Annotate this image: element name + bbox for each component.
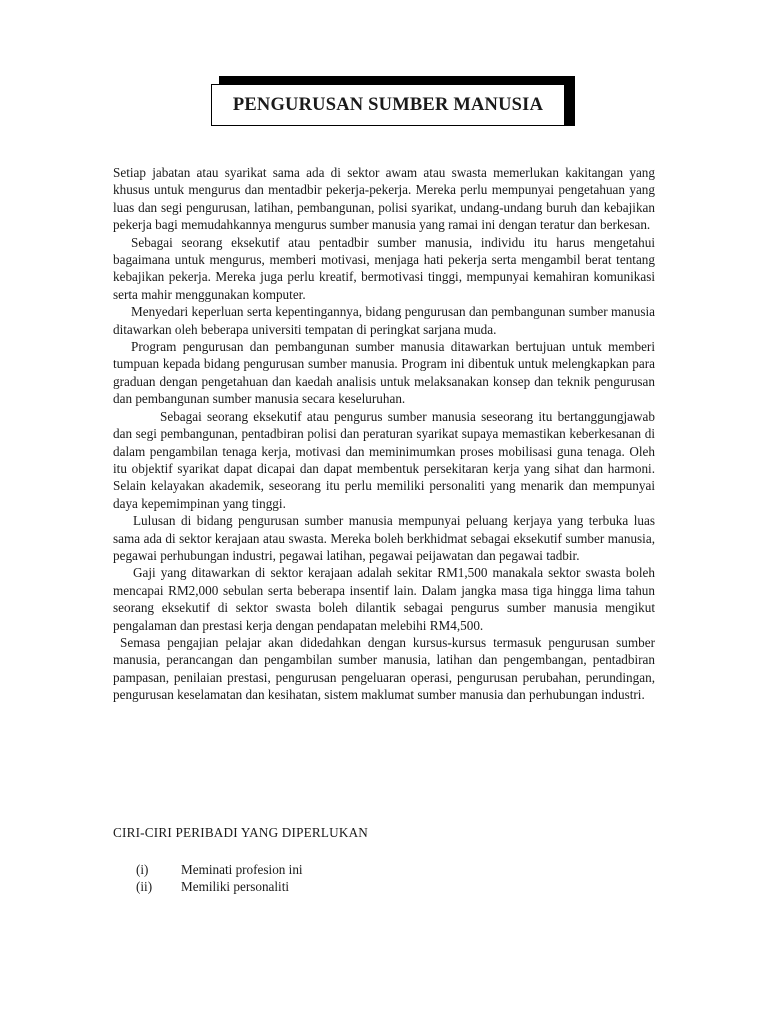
list-item-text: Memiliki personaliti xyxy=(181,879,290,895)
paragraph-universities: Menyedari keperluan serta kepentingannya, bidang pengurusan dan pembangunan sumber manusia ditawarkan oleh beberapa universiti tempatan di peringkat sarjana muda. xyxy=(113,304,655,337)
list-item-number: (ii) xyxy=(136,879,153,895)
list-item-number: (i) xyxy=(136,862,149,877)
paragraph-intro: Setiap jabatan atau syarikat sama ada di sektor awam atau swasta memerlukan kakitangan yang khusus untuk mengurus dan mentadbir pekerja-pekerja. Mereka perlu mempunyai pengetahuan yang luas dan segi pengurusan, latihan, pembangunan, polisi syarikat, undang-undang buruh dan kebajikan pekerja bagi memudahkannya mengurus sumber manusia yang ramai ini dengan teratur dan berkesan. xyxy=(113,165,655,233)
article-body xyxy=(113,164,655,704)
paragraph-career: Lulusan di bidang pengurusan sumber manusia mempunyai peluang kerjaya yang terbuka luas sama ada di sektor kerajaan atau swasta. Mereka boleh berkhidmat sebagai eksekutif sumber manusia, pegawai perhubungan industri, pegawai latihan, pegawai peijawatan dan pegawai tadbir. xyxy=(113,513,655,563)
title-banner xyxy=(211,76,575,126)
title-box xyxy=(211,84,565,126)
paragraph-responsibility: Sebagai seorang eksekutif atau pengurus sumber manusia seseorang itu bertanggungjawab dan segi pembangunan, pentadbiran polisi dan peraturan syarikat supaya memastikan keberkesanan di dalam pengambilan tenaga kerja, motivasi dan meminimumkan proses mobilisasi guna tenaga. Oleh itu objektif syarikat dapat dicapai dan dapat membentuk persekitaran kerja yang sihat dan harmoni. Selain kelayakan akademik, seseorang itu perlu memiliki personaliti yang menarik dan mempunyai daya kepemimpinan yang tinggi. xyxy=(113,408,655,511)
paragraph-program: Program pengurusan dan pembangunan sumber manusia ditawarkan bertujuan untuk memberi tumpuan kepada bidang pengurusan sumber manusia. Program ini dibentuk untuk melengkapkan para graduan dengan pengetahuan dan kaedah analisis untuk melaksanakan konsep dan teknik pengurusan dan pembangunan sumber manusia secara keseluruhan. xyxy=(113,339,655,407)
list-item xyxy=(136,861,303,878)
traits-list xyxy=(136,861,303,896)
paragraph-courses: Semasa pengajian pelajar akan didedahkan dengan kursus-kursus termasuk pengurusan sumber manusia, perancangan dan pengambilan sumber manusia, latihan dan pengembangan, pentadbiran pampasan, penilaian prestasi, pengurusan pengeluaran operasi, pengurusan perubahan, perundingan, pengurusan keselamatan dan kesihatan, sistem maklumat sumber manusia dan perhubungan industri. xyxy=(113,634,655,703)
section-heading: CIRI-CIRI PERIBADI YANG DIPERLUKAN xyxy=(113,825,369,840)
list-item xyxy=(136,878,303,895)
document-title: PENGURUSAN SUMBER MANUSIA xyxy=(232,94,544,115)
paragraph-executive-role: Sebagai seorang eksekutif atau pentadbir sumber manusia, individu itu harus mengetahui bagaimana untuk mengurus, memberi motivasi, menjaga hati pekerja serta mengambil berat tentang kebajikan pekerja. Mereka juga perlu kreatif, bermotivasi tinggi, mempunyai kemahiran komunikasi serta mahir menggunakan komputer. xyxy=(113,234,655,302)
paragraph-salary: Gaji yang ditawarkan di sektor kerajaan adalah sekitar RM1,500 manakala sektor swasta boleh mencapai RM2,000 sebulan serta beberapa insentif lain. Dalam jangka masa tiga hingga lima tahun seorang eksekutif di sektor swasta boleh dilantik sebagai pengurus sumber manusia mengikut pengalaman dan prestasi kerja dengan pendapatan melebihi RM4,500. xyxy=(113,565,655,633)
list-item-text: Meminati profesion ini xyxy=(181,862,303,877)
